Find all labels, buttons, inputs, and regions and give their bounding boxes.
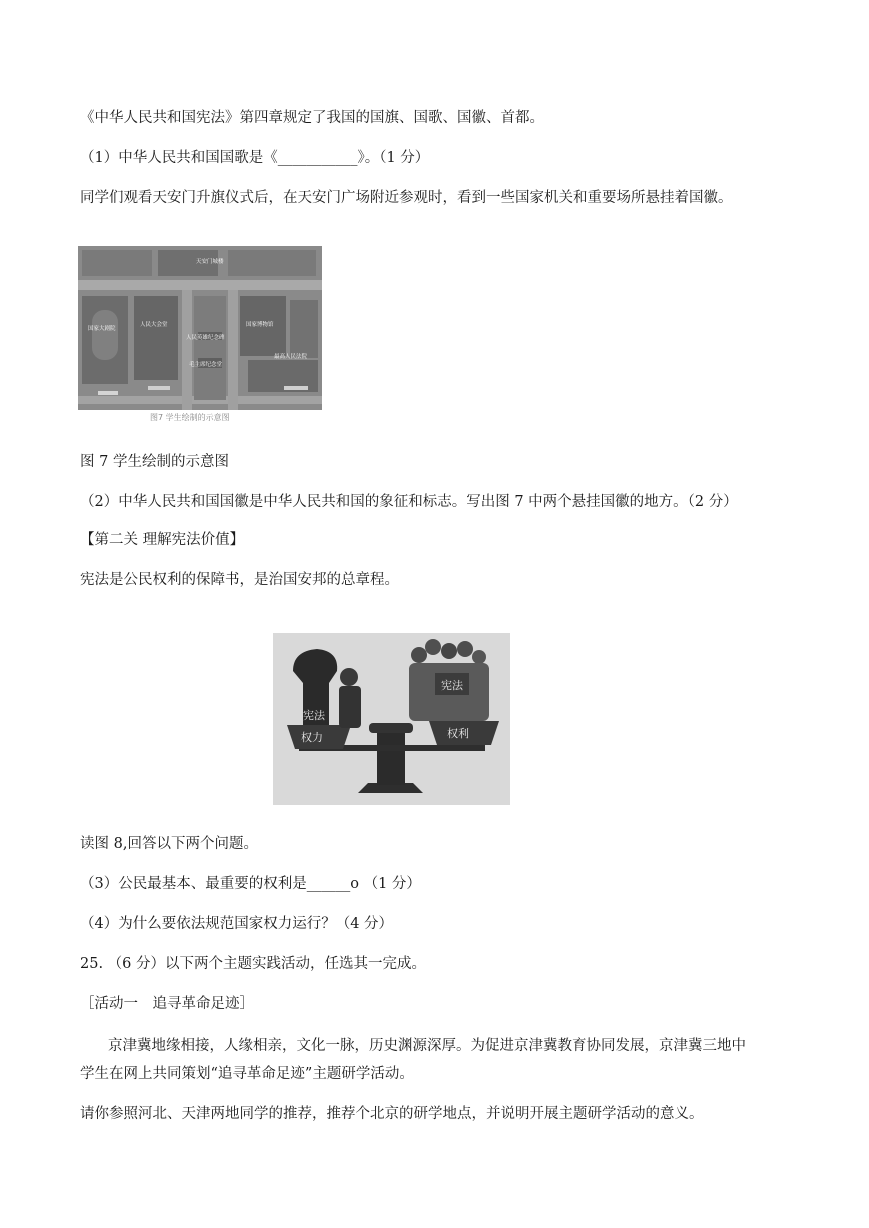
figure-7-faded-caption: 图7 学生绘制的示意图 — [150, 413, 230, 422]
section-2-heading: 【第二关 理解宪法价值】 — [80, 532, 245, 548]
context-text: 同学们观看天安门升旗仪式后，在天安门广场附近参观时，看到一些国家机关和重要场所悬挂着国徽。 — [80, 190, 733, 206]
scale-drawing — [273, 633, 510, 805]
question-4: （4）为什么要依法规范国家权力运行？（4 分） — [80, 916, 394, 932]
left-bottom-label: 权力 — [301, 731, 323, 744]
question-3: （3）公民最基本、最重要的权利是______o （1 分） — [80, 876, 421, 892]
right-bottom-label: 权利 — [447, 727, 469, 740]
label-great-hall: 人民大会堂 — [140, 322, 168, 328]
intro-text: 《中华人民共和国宪法》第四章规定了我国的国旗、国歌、国徽、首都。 — [80, 110, 544, 126]
instruction-text: 请你参照河北、天津两地同学的推荐，推荐个北京的研学地点，并说明开展主题研学活动的意义。 — [80, 1106, 704, 1122]
activity-1-heading: ［活动一 追寻革命足迹］ — [80, 996, 254, 1012]
figure-7-map — [78, 246, 322, 410]
question-25: 25. （6 分）以下两个主题实践活动，任选其一完成。 — [80, 956, 427, 972]
question-2: （2）中华人民共和国国徽是中华人民共和国的象征和标志。写出图 7 中两个悬挂国徽的地方。（2 分） — [80, 494, 738, 510]
map-drawing — [78, 246, 322, 410]
label-memorial-hall: 毛主席纪念堂 — [189, 362, 223, 368]
label-museum: 国家博物馆 — [246, 322, 274, 328]
label-tiananmen: 天安门城楼 — [196, 259, 224, 265]
paragraph-1-line-1: 京津冀地缘相接，人缘相亲，文化一脉，历史渊源深厚。为促进京津冀教育协同发展，京津冀三地中 — [108, 1038, 746, 1054]
figure-8-scale — [273, 633, 510, 805]
section-2-text: 宪法是公民权利的保障书，是治国安邦的总章程。 — [80, 572, 399, 588]
figure-7-caption: 图 7 学生绘制的示意图 — [80, 454, 229, 470]
paragraph-1-line-2: 学生在网上共同策划“追寻革命足迹”主题研学活动。 — [80, 1066, 414, 1082]
left-top-label: 宪法 — [303, 709, 325, 722]
label-supreme-court: 最高人民法院 — [274, 354, 308, 360]
question-1: （1）中华人民共和国国歌是《___________》。（1 分） — [80, 150, 430, 166]
right-top-label: 宪法 — [441, 679, 463, 692]
read-figure-8: 读图 8,回答以下两个问题。 — [80, 836, 258, 852]
label-monument: 人民英雄纪念碑 — [186, 335, 225, 341]
label-national-theater: 国家大剧院 — [88, 326, 116, 332]
